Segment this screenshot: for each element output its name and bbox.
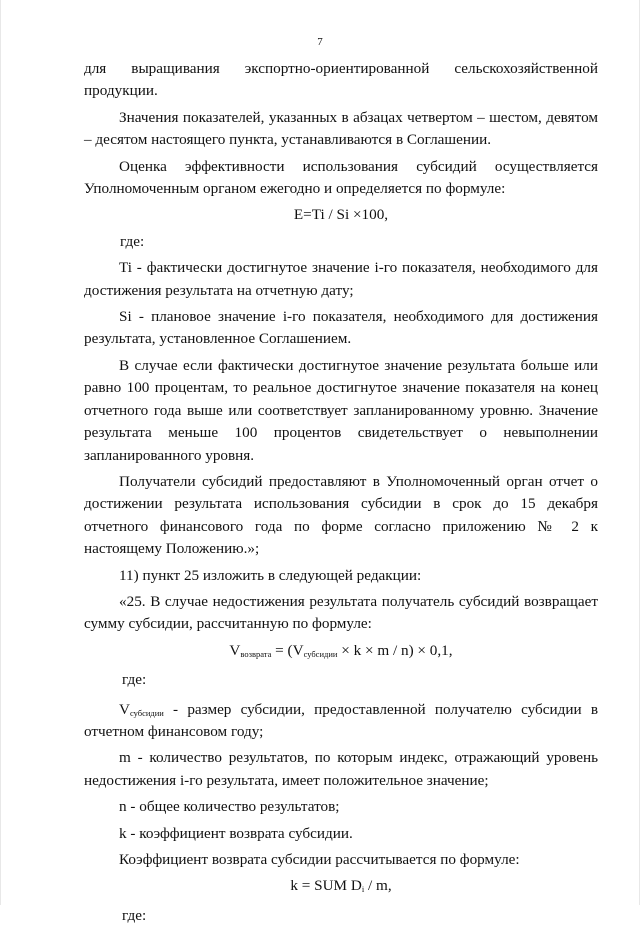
formula-refund-v-subscript: возврата: [240, 648, 272, 659]
paragraph-efficiency-assessment: Оценка эффективности использования субсидий осуществляется Уполномоченным органом ежегодно и определяется по формуле:: [84, 157, 598, 198]
definition-ti: Ti - фактически достигнутое значение i-го показателя, необходимого для достижения результата на отчетную дату;: [84, 259, 598, 299]
definition-v-subscript: субсидии: [129, 707, 164, 718]
where-label: где:: [120, 232, 145, 250]
paragraph-amendment-item: 11) пункт 25 изложить в следующей редакции:: [119, 566, 422, 584]
definition-si: Si - плановое значение i-го показателя, необходимого для достижения результата, установленное Соглашением.: [84, 308, 598, 348]
formula-refund: [84, 640, 598, 662]
paragraph-continuation-end: продукции.: [84, 82, 158, 100]
definition-v-text: - размер субсидии, предоставленной получателю субсидии в отчетном финансовом году;: [84, 700, 598, 740]
page-number: 7: [317, 36, 323, 48]
document-body: [84, 58, 598, 927]
definition-v-subsidy: [84, 699, 598, 744]
paragraph-continuation-line: для выращивания экспортно-ориентированной сельскохозяйственной: [84, 60, 598, 77]
paragraph-report-submission: Получатели субсидий предоставляют в Уполномоченный орган отчет о достижении результата использования субсидии в срок до 15 декабря отчетного финансового года по форме согласно приложению № 2 к настоящему Положению.»;: [84, 472, 598, 558]
paragraph-indicators-values: Значения показателей, указанных в абзацах четвертом – шестом, девятом – десятом настоящего пункта, устанавливаются в Соглашении.: [84, 108, 598, 149]
formula-coefficient-a: k = SUM D: [290, 877, 362, 895]
where-label: где:: [122, 906, 147, 924]
definition-m: m - количество результатов, по которым индекс, отражающий уровень недостижения i-го результата, имеет положительное значение;: [84, 749, 598, 789]
page-edge-left: [0, 0, 1, 905]
formula-refund-v: V: [229, 641, 241, 659]
definition-n: n - общее количество результатов;: [119, 798, 340, 816]
paragraph-result-evaluation: В случае если фактически достигнутое значение результата больше или равно 100 процентам, то реальное достигнутое значение показателя на конец отчетного года выше или соответствует запланированному уровню. Значение результата меньше 100 процентов свидетельствует о невыполнении запланированного уровня.: [84, 356, 598, 464]
formula-coefficient-subscript: i: [361, 884, 365, 895]
formula-refund-eq: = (V: [271, 641, 304, 659]
paragraph-coefficient-formula-intro: Коэффициент возврата субсидии рассчитывается по формуле:: [119, 851, 520, 868]
formula-coefficient-b: / m,: [364, 877, 392, 895]
formula-refund-rest: × k × m / n) × 0,1,: [337, 641, 453, 659]
formula-coefficient: [84, 875, 598, 897]
definition-v-symbol: V: [119, 700, 130, 718]
paragraph-clause-25: «25. В случае недостижения результата получатель субсидий возвращает сумму субсидии, рассчитанную по формуле:: [84, 592, 598, 633]
where-label: где:: [122, 671, 147, 689]
formula-efficiency: E=Ti / Si ×100,: [293, 206, 389, 224]
definition-k: k - коэффициент возврата субсидии.: [119, 824, 353, 842]
formula-refund-vs-subscript: субсидии: [303, 648, 338, 659]
